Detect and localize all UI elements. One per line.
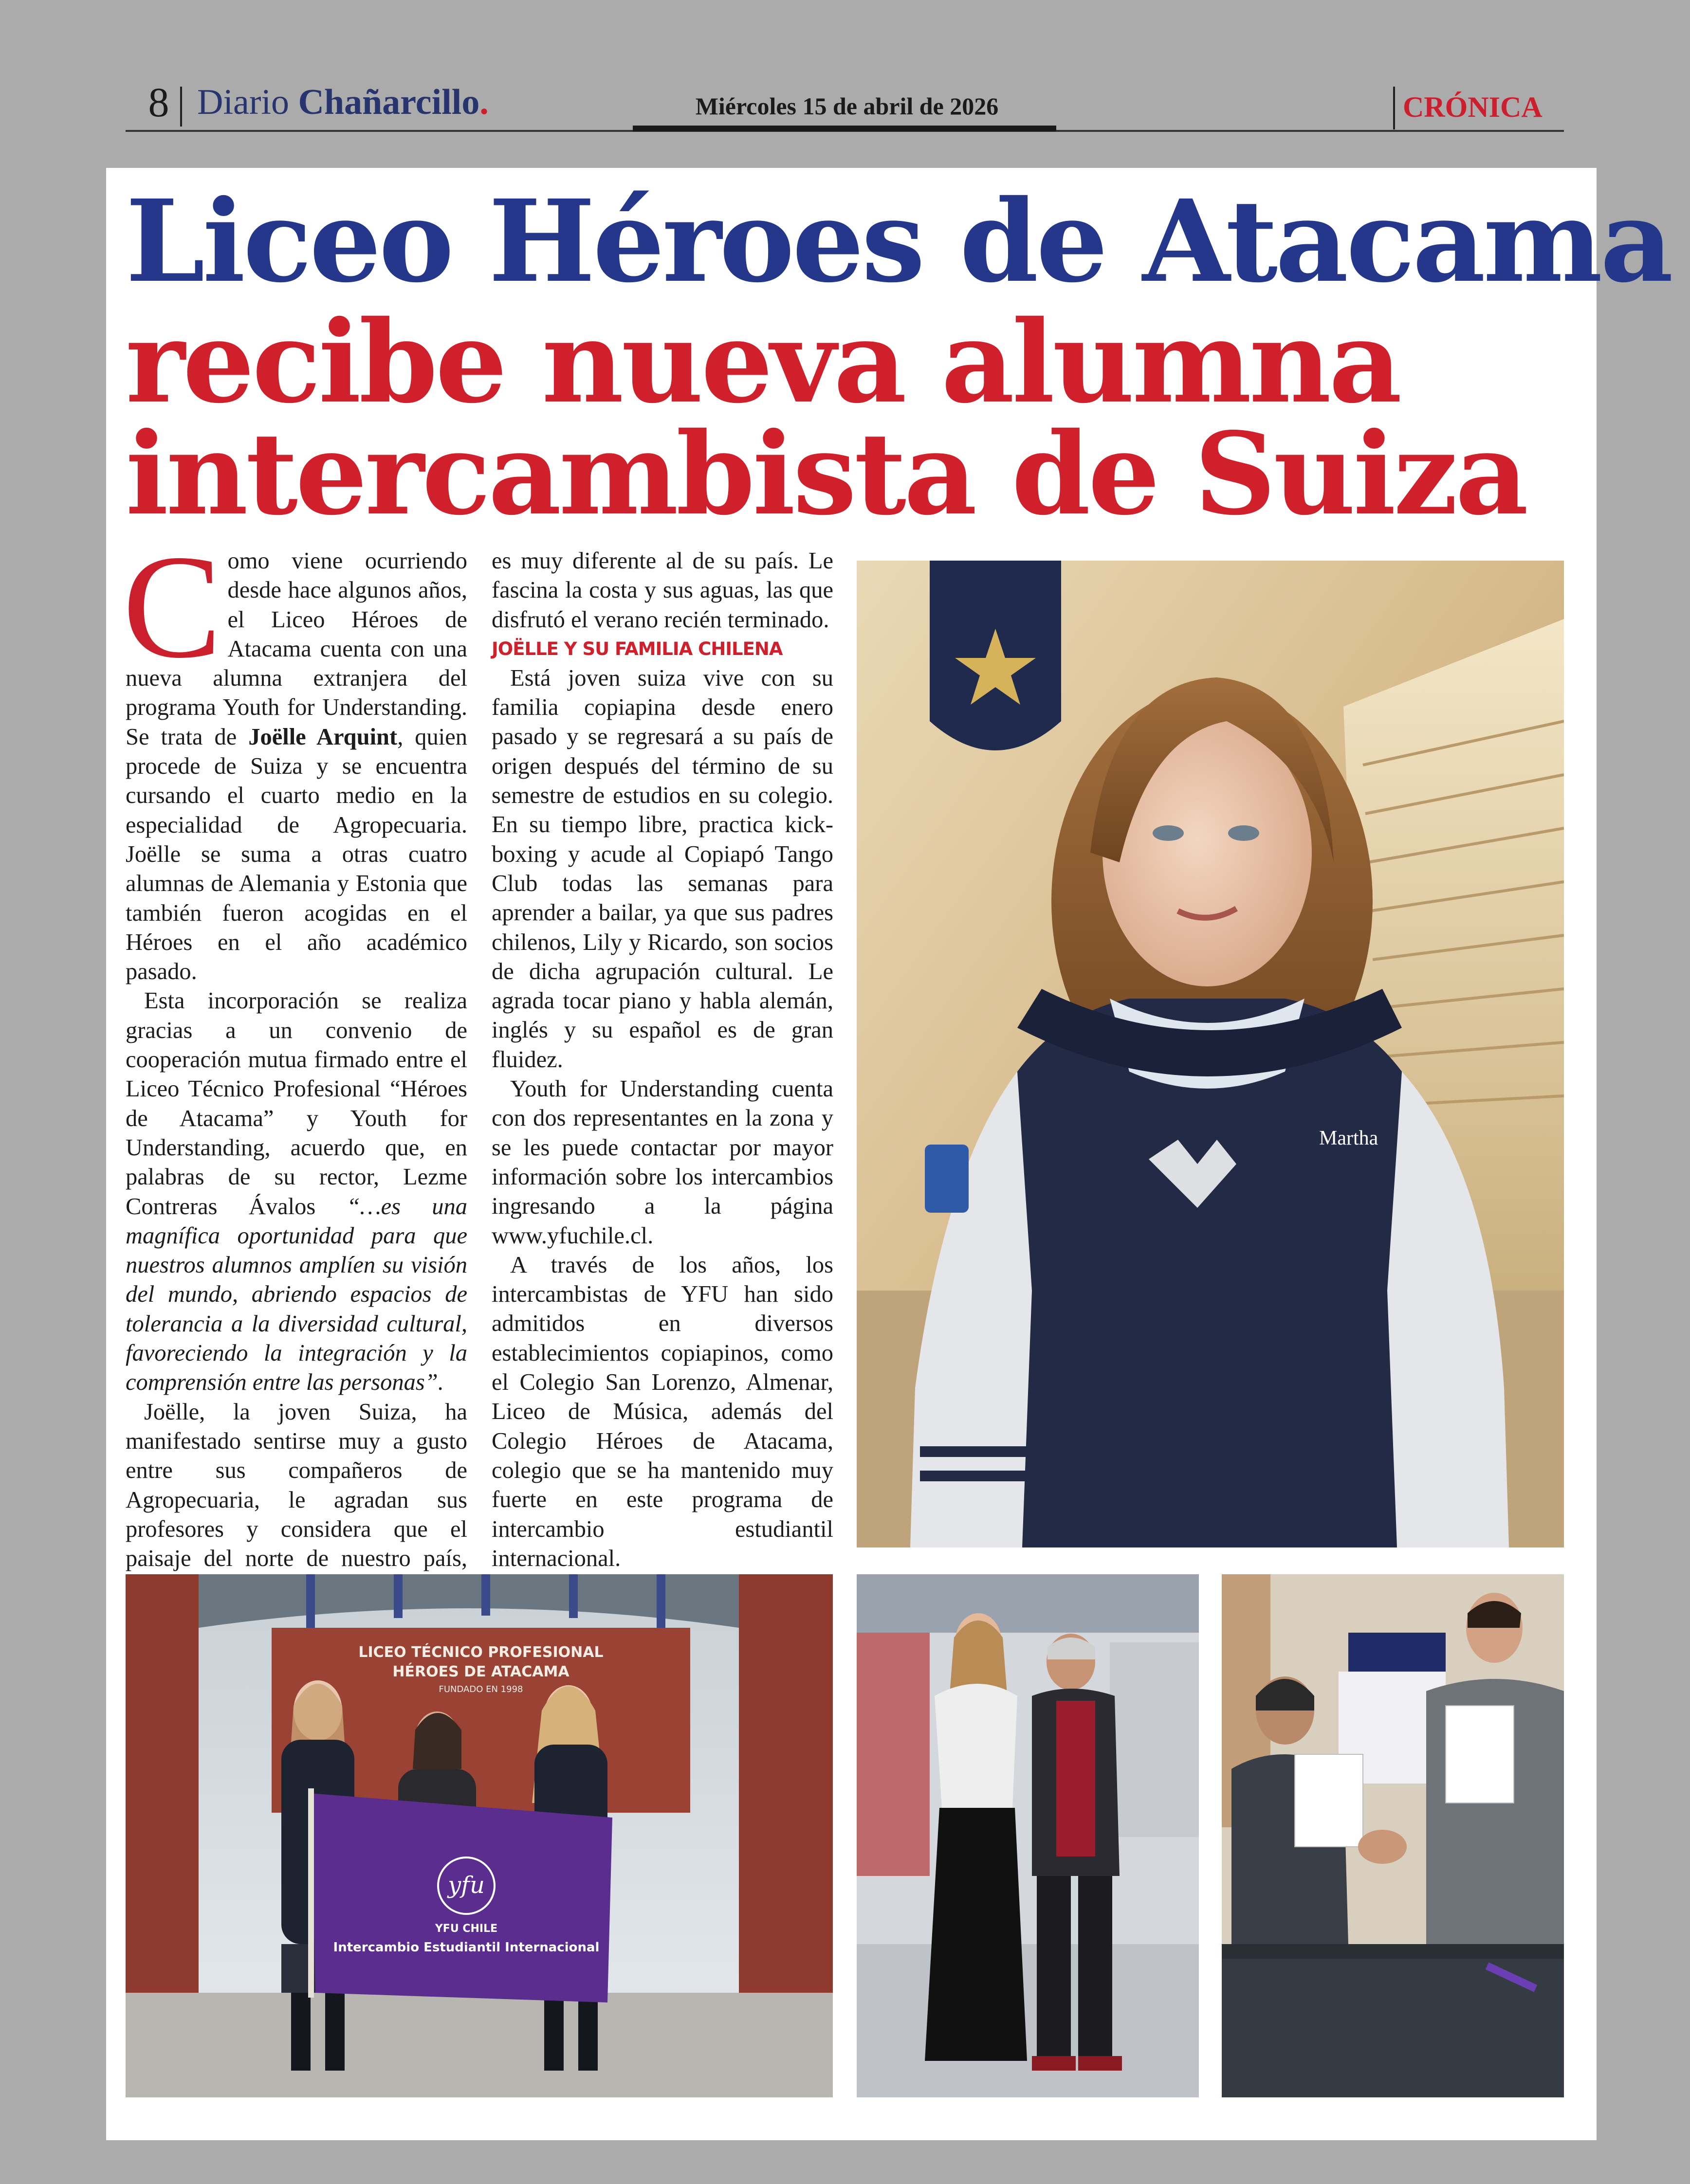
student-name: Joëlle Arquint [248, 724, 398, 750]
publication-title: Chañarcillo [298, 82, 480, 122]
publication-prefix: Diario [197, 82, 290, 122]
headline-line-3: intercambista de Suiza [126, 407, 1526, 540]
article-paragraph [123, 524, 467, 986]
publication-dot: . [479, 82, 489, 122]
paragraph-text: Esta incorporación se realiza gracias a un convenio de cooperación mutua firmado entre el Liceo Técnico Profesional “Héroes de Atacama” y Youth for Understanding, acuerdo que, en palabras de su rector, Lezme Contreras Ávalos [126, 988, 467, 1219]
rector-quote: “…es una magnífica oportunidad para que nuestros alumnos amplíen su visión del mundo, abriendo espacios de tolerancia a la diversidad cultural, favoreciendo la integración y la comprensión entre las personas”. [126, 1193, 467, 1396]
issue-date: Miércoles 15 de abril de 2026 [695, 92, 999, 120]
paragraph-text: , quien procede de Suiza y se encuentra cursando el cuarto medio en la especialidad de Agropecuaria. Joëlle se suma a otras cuatro alumnas de Alemania y Estonia que también fueron acogidas en el Héroes en el año académico pasado. [126, 724, 467, 985]
article-paragraph: es muy diferente al de su país. Le fascina la costa y sus aguas, las que disfrutó el verano recién terminado. [492, 548, 833, 633]
flag-text-line-2: Intercambio Estudiantil Internacional [333, 1940, 600, 1955]
photo-tango-dance [857, 1574, 1199, 2097]
paragraph-text: omo viene ocurriendo desde hace algunos años, el Liceo Héroes de Atacama cuenta con una nueva alumna extranjera del programa Youth for Understanding. Se trata de [126, 548, 467, 750]
section-label: CRÓNICA [1403, 91, 1543, 123]
article-paragraph [126, 986, 467, 1397]
header-divider [1393, 87, 1395, 129]
photo-agreement-signing [1222, 1574, 1564, 2097]
article-paragraph: Joëlle, la joven Suiza, ha manifestado sentirse muy a gusto entre sus compañeros de Agropecuaria, le agradan sus profesores y considera que el paisaje del norte de nuestro país, [126, 1399, 467, 1572]
header-date-bar [633, 126, 1056, 131]
school-sign-line-3: FUNDADO EN 1998 [439, 1684, 523, 1694]
flag-text-line-1: YFU CHILE [435, 1923, 498, 1935]
article-paragraph: Está joven suiza vive con su familia copiapina desde enero pasado y se regresará a su país de origen después del término de su semestre de estudios en su colegio. En su tiempo libre, practica kick-boxing y acude al Copiapó Tango Club todas las semanas para aprender a bailar, ya que sus padres chilenos, Lily y Ricardo, son socios de dicha agrupación cultural. Le agrada tocar piano y habla alemán, inglés y su español es de gran fluidez. [492, 665, 833, 1073]
headline-line-1: Liceo Héroes de Atacama [126, 175, 1671, 308]
section-subheading: JOËLLE Y SU FAMILIA CHILENA [492, 638, 783, 659]
school-sign-line-2: HÉROES DE ATACAMA [392, 1663, 569, 1680]
page-number: 8 [148, 79, 169, 126]
article-column-1 [123, 524, 467, 1632]
header-divider [180, 87, 182, 127]
publication-name [197, 78, 489, 127]
article-paragraph: A través de los años, los intercambistas de YFU han sido admitidos en diversos establecimientos copiapinos, como el Colegio San Lorenzo, Almenar, Liceo de Música, además del Colegio Héroes de Atacama, colegio que se ha mantenido muy fuerte en este programa de intercambio estudiantil internacional. [492, 1252, 833, 1571]
photo-student-portrait [857, 561, 1564, 1547]
yfu-logo: yfu [448, 1872, 485, 1899]
photo-school-flag [126, 1574, 833, 2097]
article-paragraph: Youth for Understanding cuenta con dos representantes en la zona y se les puede contactar por mayor información sobre los intercambios ingresando a la página www.yfuchile.cl. [492, 1076, 833, 1249]
article-column-2 [492, 546, 833, 1573]
school-sign-line-1: LICEO TÉCNICO PROFESIONAL [358, 1644, 604, 1661]
headline-line-2: recibe nueva alumna [126, 295, 1400, 428]
jacket-name-patch: Martha [1319, 1127, 1378, 1149]
drop-cap: C [123, 524, 222, 689]
